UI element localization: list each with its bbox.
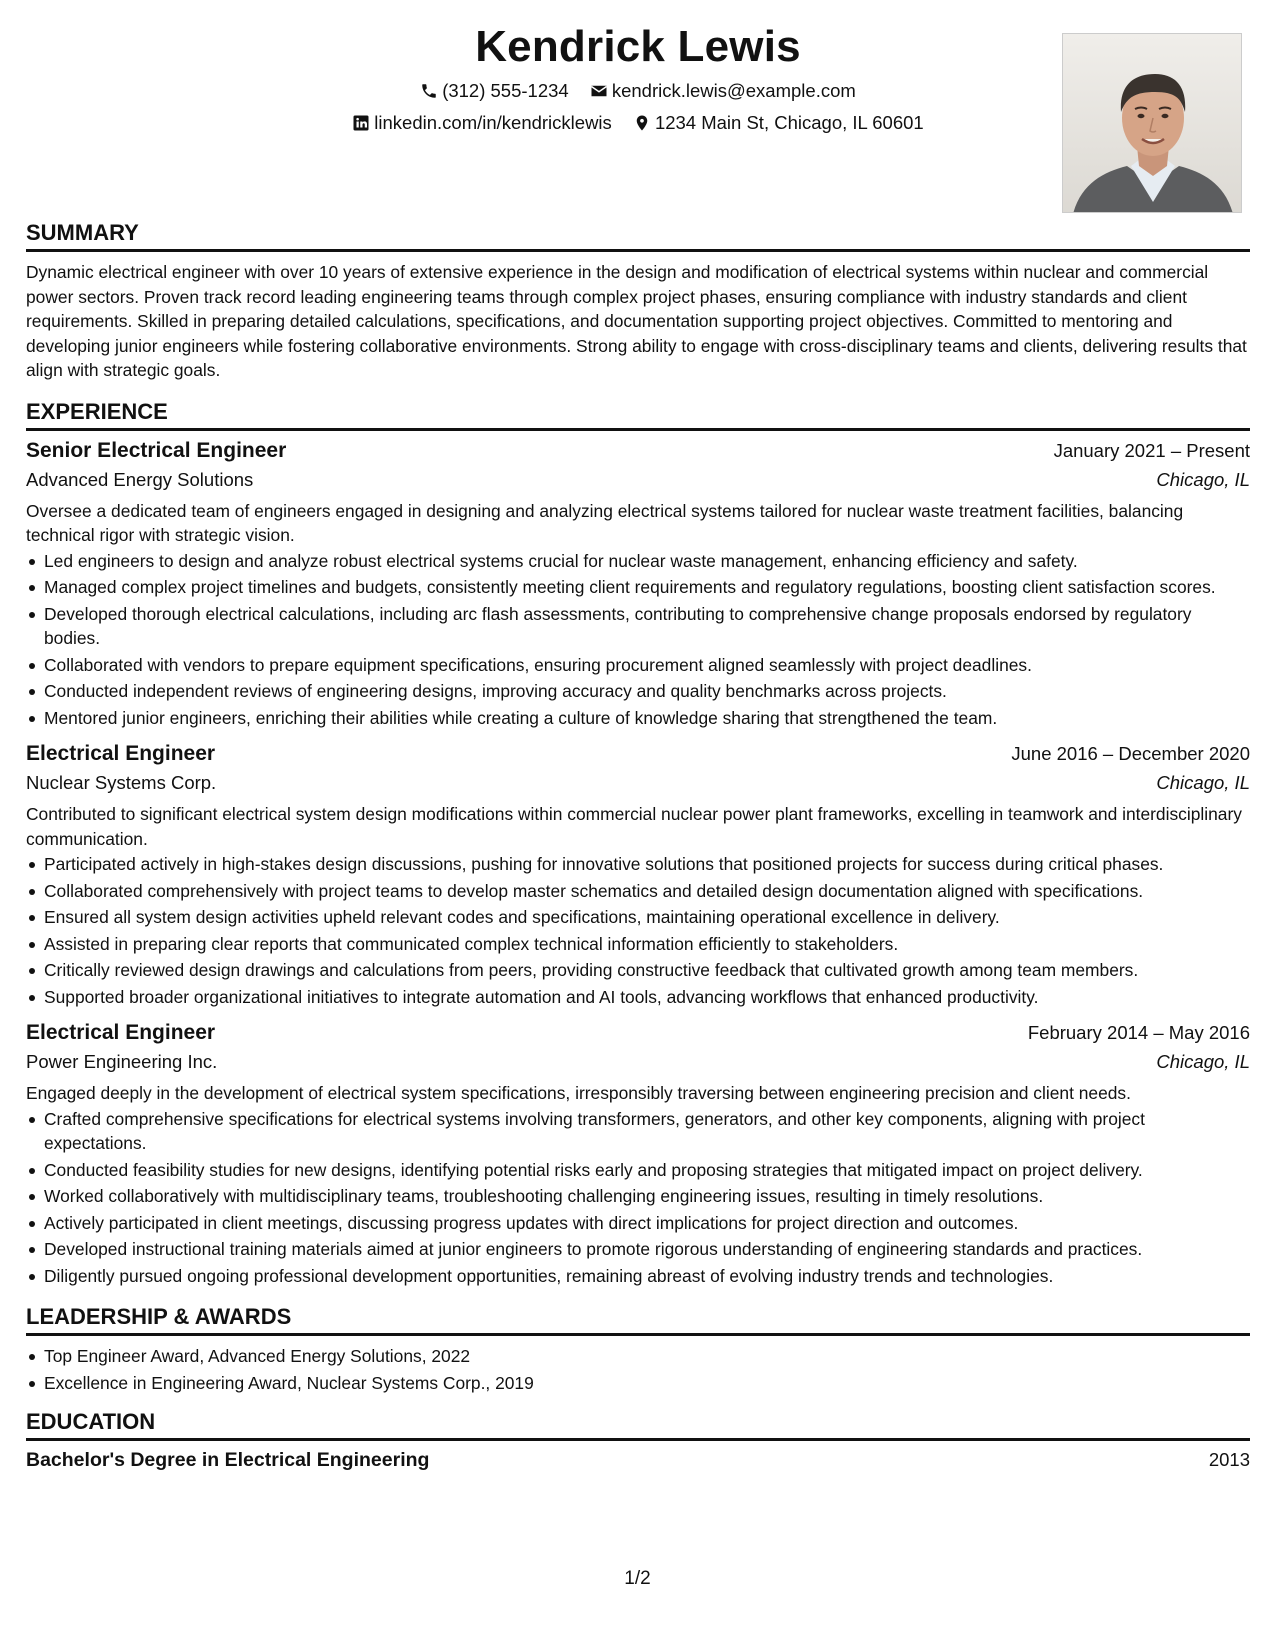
bullet-item: Assisted in preparing clear reports that communicated complex technical information efficiently to stakeholders.	[26, 932, 1250, 957]
candidate-name: Kendrick Lewis	[475, 22, 801, 71]
bullet-item: Crafted comprehensive specifications for electrical systems involving transformers, generators, and other key components, aligning with project expectations.	[26, 1107, 1250, 1156]
summary-heading: SUMMARY	[26, 220, 1250, 252]
address-text: 1234 Main St, Chicago, IL 60601	[654, 112, 924, 133]
company-name: Advanced Energy Solutions	[26, 468, 254, 490]
contact-phone	[420, 80, 569, 102]
bullet-item: Critically reviewed design drawings and calculations from peers, providing constructive feedback that cultivated growth among team members.	[26, 958, 1250, 983]
company-name: Nuclear Systems Corp.	[26, 772, 217, 793]
job-title: Electrical Engineer	[26, 1021, 216, 1044]
bullet-item: Ensured all system design activities upheld relevant codes and specifications, maintaining operational excellence in delivery.	[26, 905, 1250, 930]
job-description: Oversee a dedicated team of engineers engaged in designing and analyzing electrical systems tailored for nuclear waste treatment facilities, balancing technical rigor with strategic vision.	[26, 500, 1184, 545]
award-item: Excellence in Engineering Award, Nuclear Systems Corp., 2019	[26, 1371, 1250, 1396]
location-pin-icon	[633, 114, 651, 132]
job-title: Electrical Engineer	[26, 742, 216, 765]
job-title: Senior Electrical Engineer	[26, 438, 287, 462]
job-bullets	[26, 852, 1250, 1009]
bullet-item: Collaborated comprehensively with project teams to develop master schematics and detailed design documentation aligned with specifications.	[26, 879, 1250, 904]
resume-page	[26, 0, 1250, 1472]
envelope-icon	[590, 82, 608, 100]
job-description: Contributed to significant electrical system design modifications within commercial nuclear power plant frameworks, excelling in teamwork and interdisciplinary communication.	[26, 804, 1242, 849]
awards-heading: LEADERSHIP & AWARDS	[26, 1304, 1250, 1336]
job-entry	[26, 439, 1250, 731]
summary-section	[26, 220, 1250, 383]
contact-linkedin[interactable]	[352, 112, 612, 134]
contact-email[interactable]	[590, 80, 856, 102]
linkedin-text[interactable]: linkedin.com/in/kendricklewis	[374, 112, 612, 133]
education-heading: EDUCATION	[26, 1409, 1250, 1441]
education-year: 2013	[1208, 1449, 1250, 1470]
job-location: Chicago, IL	[1156, 1051, 1250, 1072]
email-text[interactable]: kendrick.lewis@example.com	[611, 80, 856, 101]
profile-portrait-illustration	[1063, 34, 1242, 213]
bullet-item: Conducted feasibility studies for new designs, identifying potential risks early and proposing strategies that mitigated impact on project delivery.	[26, 1158, 1250, 1183]
bullet-item: Developed thorough electrical calculations, including arc flash assessments, contributing to comprehensive change proposals endorsed by regulatory bodies.	[26, 602, 1250, 651]
bullet-item: Diligently pursued ongoing professional development opportunities, remaining abreast of evolving industry trends and technologies.	[26, 1264, 1250, 1289]
education-degree: Bachelor's Degree in Electrical Engineering	[26, 1449, 430, 1471]
bullet-item: Conducted independent reviews of engineering designs, improving accuracy and quality benchmarks across projects.	[26, 679, 1250, 704]
job-description: Engaged deeply in the development of electrical system specifications, irresponsibly traversing between engineering precision and client needs.	[26, 1083, 1131, 1103]
job-location: Chicago, IL	[1156, 772, 1250, 793]
profile-photo	[1062, 33, 1242, 213]
job-dates: June 2016 – December 2020	[1011, 743, 1250, 764]
experience-section	[26, 399, 1250, 1289]
resume-header	[26, 0, 1250, 220]
bullet-item: Mentored junior engineers, enriching their abilities while creating a culture of knowledge sharing that strengthened the team.	[26, 706, 1250, 731]
summary-text: Dynamic electrical engineer with over 10 years of extensive experience in the design and modification of electrical systems within nuclear and commercial power sectors. Proven track record leading engineering teams through complex project phases, ensuring compliance with industry standards and client requirements. Skilled in preparing detailed calculations, specifications, and documentation supporting project objectives. Committed to mentoring and developing junior engineers while fostering collaborative environments. Strong ability to engage with cross-disciplinary teams and clients, delivering results that align with strategic goals.	[26, 262, 1247, 380]
bullet-item: Participated actively in high-stakes design discussions, pushing for innovative solutions that positioned projects for success during critical phases.	[26, 852, 1250, 877]
bullet-item: Actively participated in client meetings, discussing progress updates with direct implications for project direction and outcomes.	[26, 1211, 1250, 1236]
bullet-item: Collaborated with vendors to prepare equipment specifications, ensuring procurement aligned seamlessly with project deadlines.	[26, 653, 1250, 678]
page-number: 1/2	[624, 1568, 651, 1589]
bullet-item: Worked collaboratively with multidisciplinary teams, troubleshooting challenging engineering issues, resulting in timely resolutions.	[26, 1184, 1250, 1209]
job-bullets	[26, 1107, 1250, 1289]
linkedin-icon	[352, 114, 370, 132]
bullet-item: Managed complex project timelines and budgets, consistently meeting client requirements and regulatory regulations, boosting client satisfaction scores.	[26, 575, 1250, 600]
job-location: Chicago, IL	[1156, 468, 1250, 490]
job-dates: February 2014 – May 2016	[1027, 1022, 1250, 1043]
bullet-item: Led engineers to design and analyze robust electrical systems crucial for nuclear waste management, enhancing efficiency and safety.	[26, 549, 1250, 574]
awards-list	[26, 1344, 1250, 1395]
award-item: Top Engineer Award, Advanced Energy Solutions, 2022	[26, 1344, 1250, 1369]
experience-heading: EXPERIENCE	[26, 399, 1250, 431]
job-dates: January 2021 – Present	[1053, 439, 1250, 461]
bullet-item: Developed instructional training materials aimed at junior engineers to promote rigorous understanding of engineering standards and practices.	[26, 1237, 1250, 1262]
job-entry	[26, 742, 1250, 1009]
education-section	[26, 1409, 1250, 1472]
awards-section	[26, 1304, 1250, 1395]
contact-address	[633, 112, 924, 134]
job-bullets	[26, 549, 1250, 731]
phone-icon	[420, 82, 438, 100]
job-entry	[26, 1021, 1250, 1288]
company-name: Power Engineering Inc.	[26, 1051, 218, 1072]
bullet-item: Supported broader organizational initiatives to integrate automation and AI tools, advancing workflows that enhanced productivity.	[26, 985, 1250, 1010]
phone-text: (312) 555-1234	[442, 80, 569, 101]
